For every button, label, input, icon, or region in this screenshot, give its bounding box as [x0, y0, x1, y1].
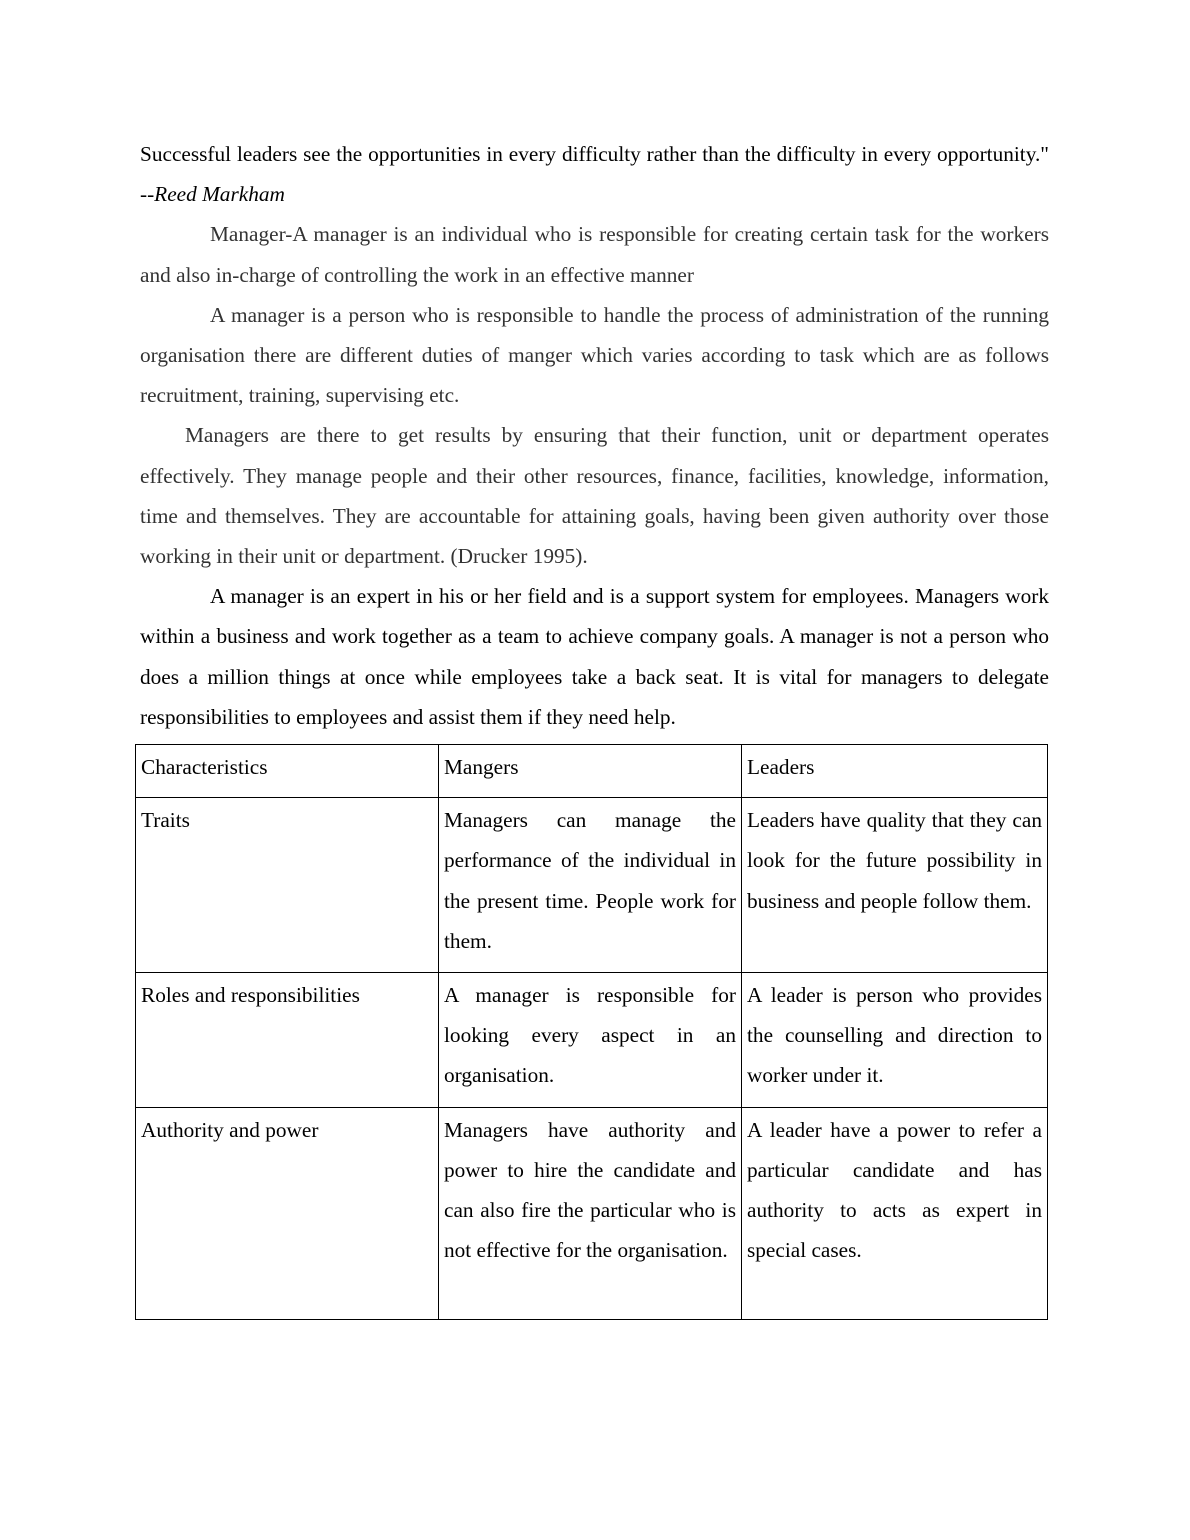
header-characteristics: Characteristics [136, 745, 439, 798]
comparison-table [135, 744, 1048, 1320]
paragraph-manager-expert: A manager is an expert in his or her field and is a support system for employees. Managers work within a business and work together as a team to achieve company goals. A manager is not a person who does a million things at once while employees take a back seat. It is vital for managers to delegate responsibilities to employees and assist them if they need help. [140, 584, 1049, 729]
paragraph-manager-duties: A manager is a person who is responsible to handle the process of administration of the running organisation there are different duties of manger which varies according to task which are as follows recruitment, training, supervising etc. [140, 302, 1049, 408]
document-body [140, 134, 1049, 737]
cell-characteristic: Traits [136, 798, 439, 973]
header-leaders: Leaders [742, 745, 1048, 798]
quote-paragraph [140, 134, 1049, 214]
table-row [136, 973, 1048, 1108]
quote-author: --Reed Markham [140, 182, 285, 207]
quote-text: Successful leaders see the opportunities in every difficulty rather than the difficulty in every opportunity." [140, 142, 1049, 166]
table-row [136, 1107, 1048, 1319]
cell-characteristic: Authority and power [136, 1107, 439, 1319]
header-managers: Mangers [439, 745, 742, 798]
table-row [136, 798, 1048, 973]
cell-leaders: A leader have a power to refer a particular candidate and has authority to acts as expert in special cases. [742, 1107, 1048, 1319]
cell-leaders: Leaders have quality that they can look for the future possibility in business and people follow them. [742, 798, 1048, 973]
cell-characteristic: Roles and responsibilities [136, 973, 439, 1108]
table-header-row [136, 745, 1048, 798]
cell-leaders: A leader is person who provides the counselling and direction to worker under it. [742, 973, 1048, 1108]
paragraph-manager-definition: Manager-A manager is an individual who is responsible for creating certain task for the workers and also in-charge of controlling the work in an effective manner [140, 222, 1049, 287]
paragraph-manager-results: Managers are there to get results by ensuring that their function, unit or department operates effectively. They manage people and their other resources, finance, facilities, knowledge, information, time and themselves. They are accountable for attaining goals, having been given authority over those working in their unit or department. (Drucker 1995). [140, 423, 1049, 569]
cell-managers: Managers have authority and power to hire the candidate and can also fire the particular who is not effective for the organisation. [439, 1107, 742, 1319]
cell-managers: Managers can manage the performance of the individual in the present time. People work for them. [439, 798, 742, 973]
cell-managers: A manager is responsible for looking every aspect in an organisation. [439, 973, 742, 1108]
